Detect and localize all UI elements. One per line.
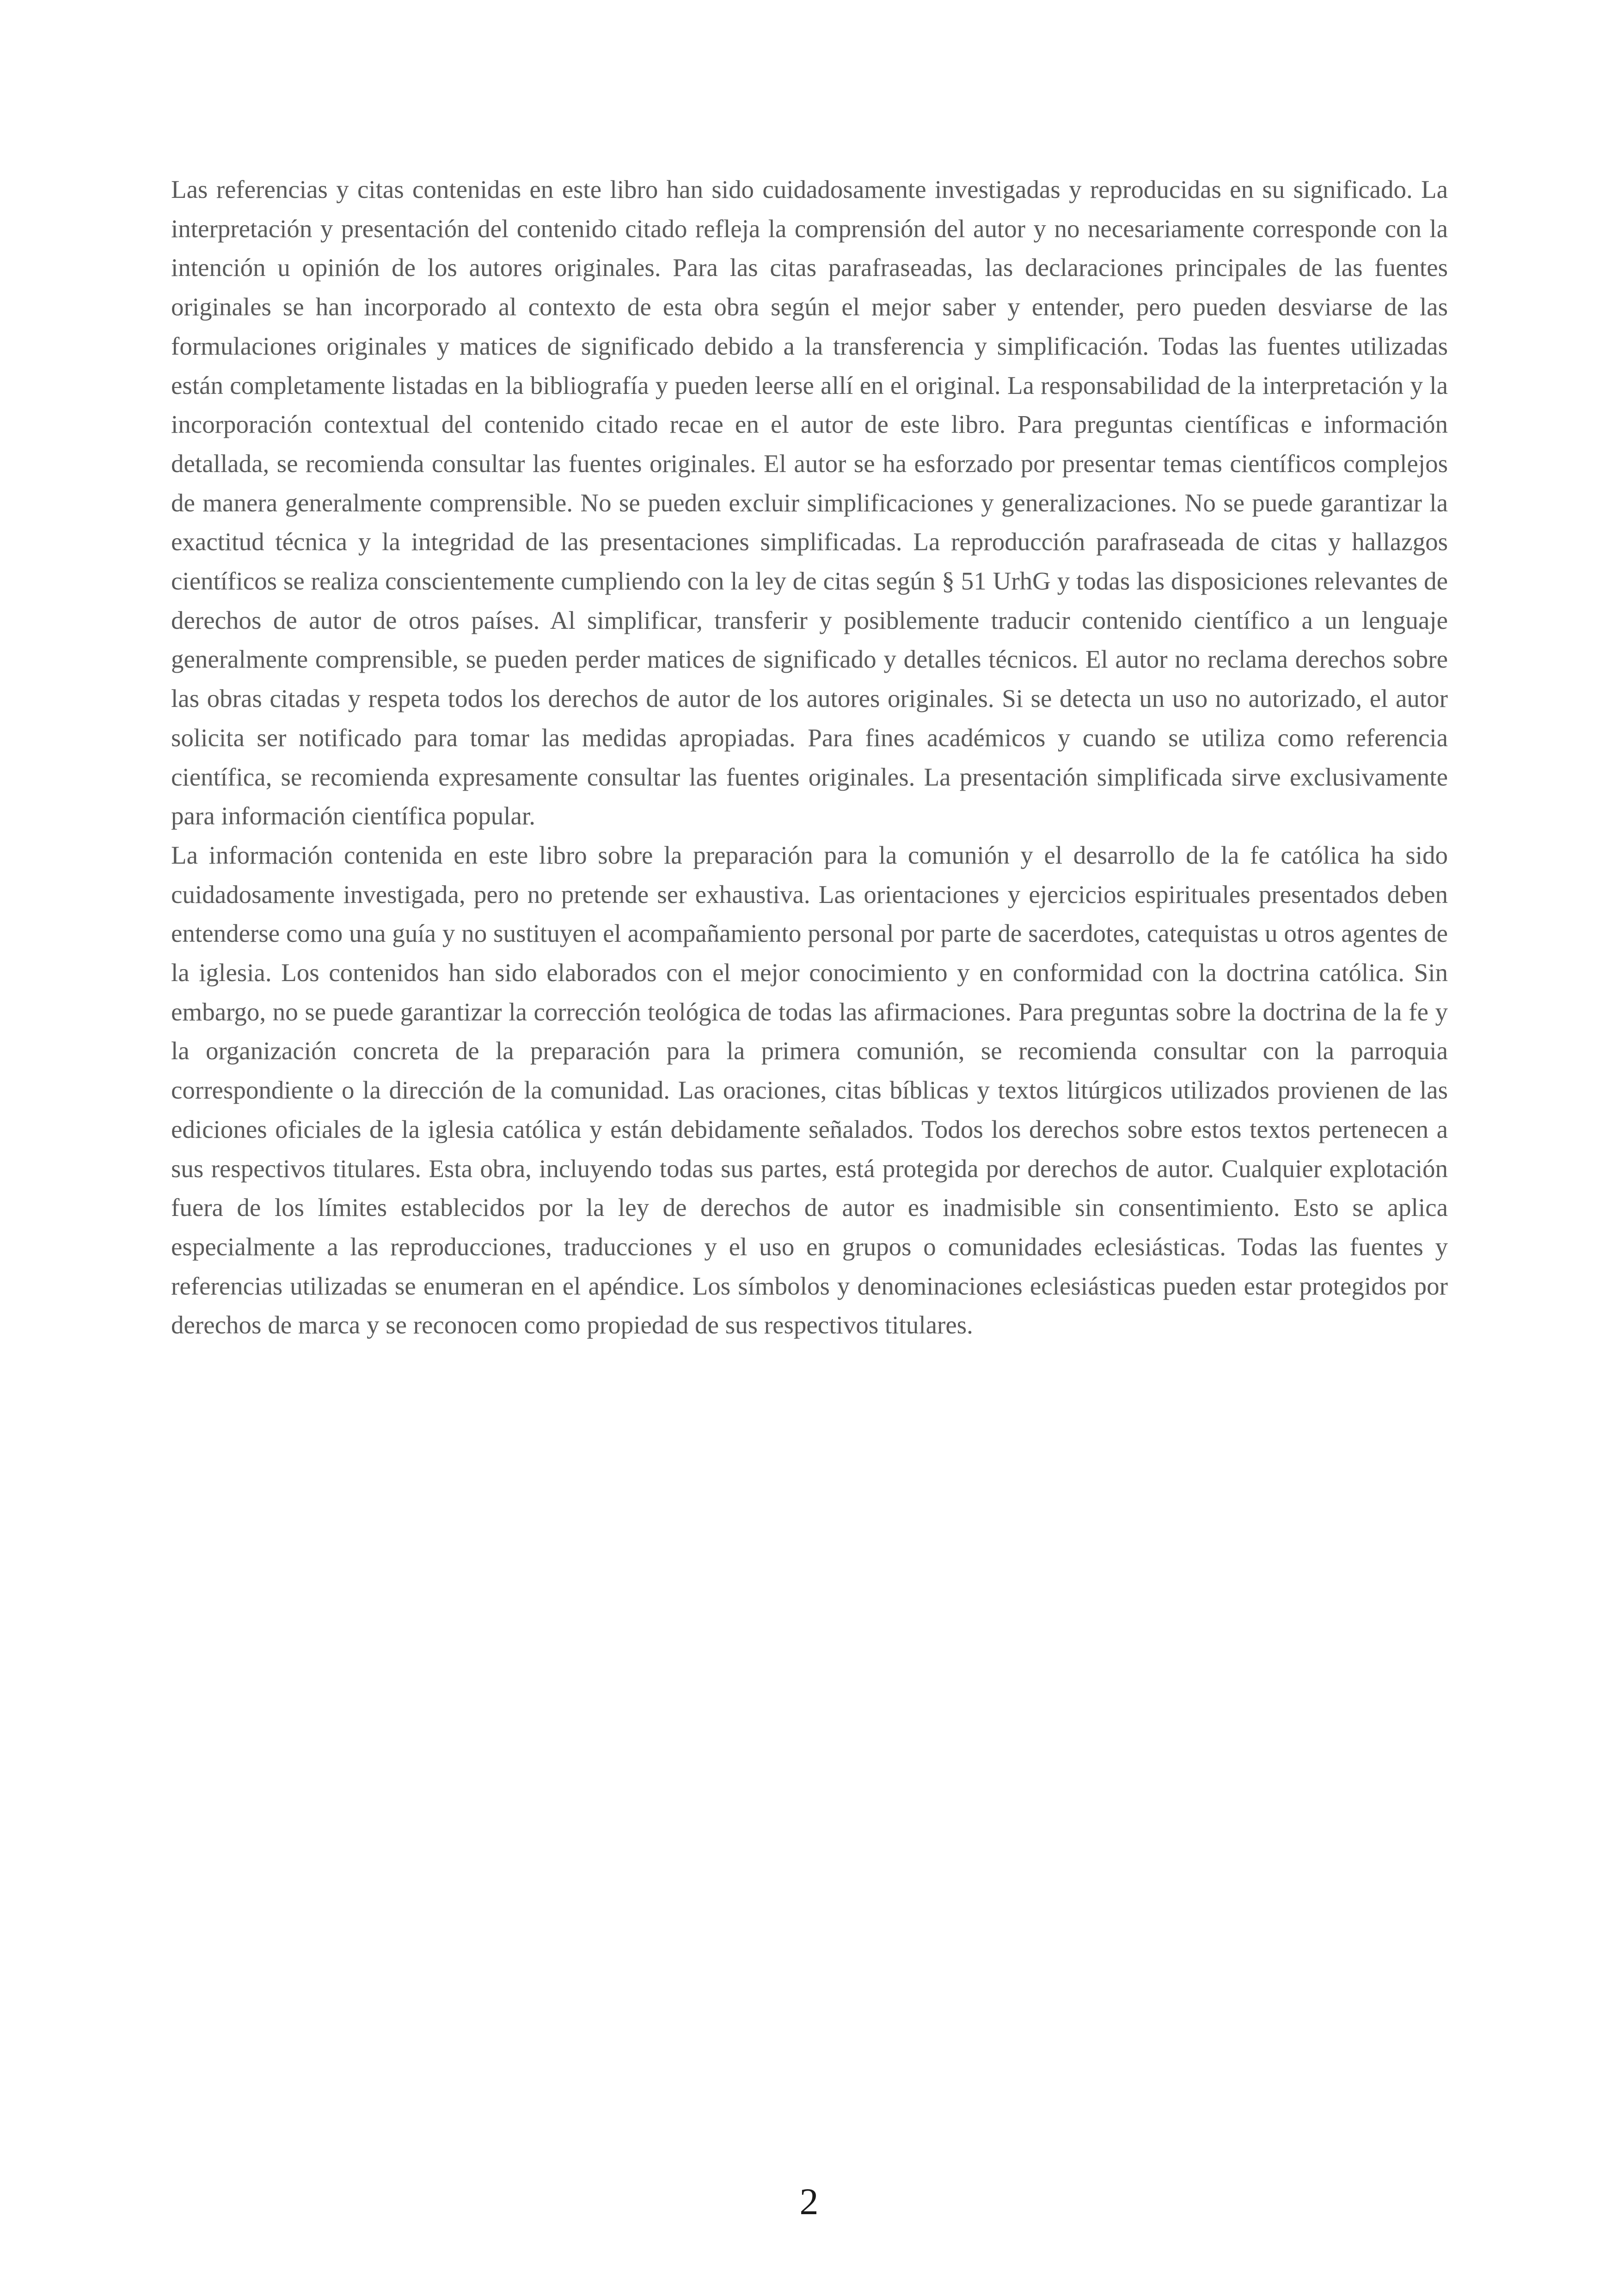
- paragraph-communion-disclaimer: La información contenida en este libro sobre la preparación para la comunión y el desarrollo de la fe católica ha sido cuidadosamente investigada, pero no pretende ser exhaustiva. Las orientaciones y ejercicios espirituales presentados deben entenderse como una guía y no sustituyen el acompañamiento personal por parte de sacerdotes, catequistas u otros agentes de la iglesia. Los contenidos han sido elaborados con el mejor conocimiento y en conformidad con la doctrina católica. Sin embargo, no se puede garantizar la corrección teológica de todas las afirmaciones. Para preguntas sobre la doctrina de la fe y la organización concreta de la preparación para la primera comunión, se recomienda consultar con la parroquia correspondiente o la dirección de la comunidad. Las oraciones, citas bíblicas y textos litúrgicos utilizados provienen de las ediciones oficiales de la iglesia católica y están debidamente señalados. Todos los derechos sobre estos textos pertenecen a sus respectivos titulares. Esta obra, incluyendo todas sus partes, está protegida por derechos de autor. Cualquier explotación fuera de los límites establecidos por la ley de derechos de autor es inadmisible sin consentimiento. Esto se aplica especialmente a las reproducciones, traducciones y el uso en grupos o comunidades eclesiásticas. Todas las fuentes y referencias utilizadas se enumeran en el apéndice. Los símbolos y denominaciones eclesiásticas pueden estar protegidos por derechos de marca y se reconocen como propiedad de sus respectivos titulares.: [171, 841, 1448, 1339]
- page-number: 2: [799, 2180, 819, 2222]
- text-block: [171, 170, 1448, 1345]
- paragraph-citations-disclaimer: Las referencias y citas contenidas en este libro han sido cuidadosamente investigadas y reproducidas en su significado. La interpretación y presentación del contenido citado refleja la comprensión del autor y no necesariamente corresponde con la intención u opinión de los autores originales. Para las citas parafraseadas, las declaraciones principales de las fuentes originales se han incorporado al contexto de esta obra según el mejor saber y entender, pero pueden desviarse de las formulaciones originales y matices de significado debido a la transferencia y simplificación. Todas las fuentes utilizadas están completamente listadas en la bibliografía y pueden leerse allí en el original. La responsabilidad de la interpretación y la incorporación contextual del contenido citado recae en el autor de este libro. Para preguntas científicas e información detallada, se recomienda consultar las fuentes originales. El autor se ha esforzado por presentar temas científicos complejos de manera generalmente comprensible. No se pueden excluir simplificaciones y generalizaciones. No se puede garantizar la exactitud técnica y la integridad de las presentaciones simplificadas. La reproducción parafraseada de citas y hallazgos científicos se realiza conscientemente cumpliendo con la ley de citas según § 51 UrhG y todas las disposiciones relevantes de derechos de autor de otros países. Al simplificar, transferir y posiblemente traducir contenido científico a un lenguaje generalmente comprensible, se pueden perder matices de significado y detalles técnicos. El autor no reclama derechos sobre las obras citadas y respeta todos los derechos de autor de los autores originales. Si se detecta un uso no autorizado, el autor solicita ser notificado para tomar las medidas apropiadas. Para fines académicos y cuando se utiliza como referencia científica, se recomienda expresamente consultar las fuentes originales. La presentación simplificada sirve exclusivamente para información científica popular.: [171, 175, 1448, 830]
